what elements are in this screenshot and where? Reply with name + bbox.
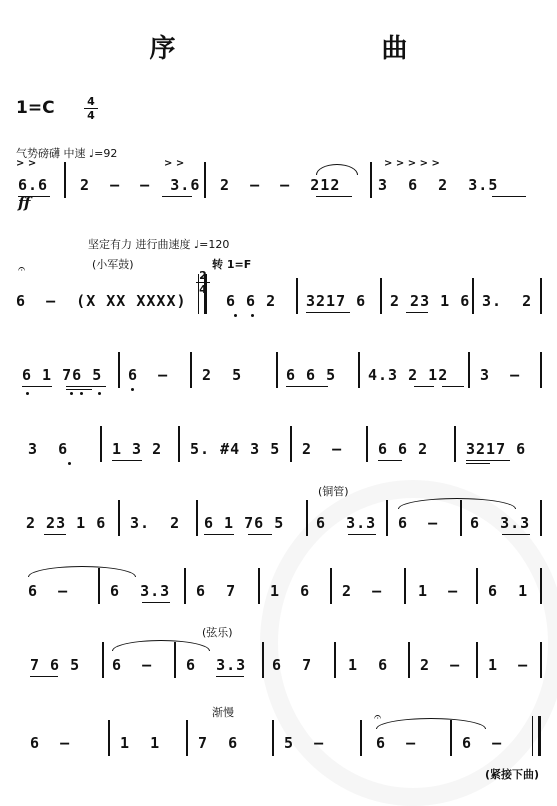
modulation-label: 转 1=F [212, 258, 252, 271]
staff-row [14, 420, 544, 464]
measure: 6 – [30, 734, 71, 752]
measure: 6 3.3 [110, 582, 171, 600]
measure: 1 6 [348, 656, 389, 674]
measure: 3217 6 [466, 440, 527, 458]
measure: 3 6 2 3.5 [378, 176, 499, 194]
measure: 6 1 76 5 [204, 514, 285, 532]
measure: 2 – – 212 [220, 176, 341, 194]
instrument-label-brass: (铜管) [318, 485, 349, 498]
measure: 1 1 [120, 734, 161, 752]
instrument-label-strings: (弦乐) [202, 626, 233, 639]
measure: 1 – [418, 582, 459, 600]
measure: 6 – [462, 734, 503, 752]
staff-row [14, 562, 544, 606]
measure: 6 3.3 [186, 656, 247, 674]
measure: 6 3.3 [470, 514, 531, 532]
staff-row [14, 636, 544, 680]
measure: 1 – [488, 656, 529, 674]
tempo-marking: 气势磅礴 中速 ♩=92 [16, 147, 118, 160]
tempo-marking-march: 坚定有力 进行曲速度 ♩=120 [88, 238, 230, 251]
measure: 6.6 [18, 176, 49, 194]
measure: 6 – [28, 582, 69, 600]
measure: 3 6 [28, 440, 69, 458]
measure: 6 – [112, 656, 153, 674]
measure: 6 7 [196, 582, 237, 600]
measure: 6 – [376, 734, 417, 752]
time-signature-change: 2 4 [196, 270, 210, 295]
staff-row [14, 494, 544, 538]
measure: 2 – [420, 656, 461, 674]
measure: 2 23 1 6 [26, 514, 107, 532]
measure: 2 – [342, 582, 383, 600]
measure: 2 – – 3.6 [80, 176, 201, 194]
measure: 6 6 5 [286, 366, 337, 384]
time-signature: 4 4 [84, 96, 98, 121]
measure: 6 7 [272, 656, 313, 674]
measure: 2 5 [202, 366, 243, 384]
measure: 3217 6 [306, 292, 367, 310]
measure: 6 – [128, 366, 169, 384]
measure: 4.3 2 12 [368, 366, 449, 384]
measure: 7 6 5 [30, 656, 81, 674]
staff-row: > > 6.6 > > 2 – – 3.6 2 – – 212 > > > > > 3 6 2 3.5 [14, 156, 544, 200]
measure: 6 6 2 [378, 440, 429, 458]
measure: 7 6 [198, 734, 239, 752]
key-signature: 1=C [16, 98, 55, 118]
page-title: 序 曲 [149, 34, 498, 64]
measure: 5. #4 3 5 [190, 440, 281, 458]
rit-marking: 渐慢 [212, 706, 234, 719]
measure: 5 – [284, 734, 325, 752]
end-note: (紧接下曲) [484, 768, 539, 781]
measure: 3. 2 [130, 514, 181, 532]
instrument-label-snare: (小军鼓) [92, 258, 134, 271]
staff-row: 6 – 1 1 7 6 5 – 𝄐 6 – 6 – [14, 714, 544, 758]
staff-row [14, 346, 544, 390]
dynamic-marking: ff [18, 194, 31, 212]
measure: 3 – [480, 366, 521, 384]
staff-row: 𝄐 6 – (X XX XXXX) 6 6 2 3217 6 2 23 1 6 3. 2 [14, 272, 544, 316]
measure: 1 3 2 [112, 440, 163, 458]
measure: 2 – [302, 440, 343, 458]
measure: 2 23 1 6 [390, 292, 471, 310]
measure: 6 – (X XX XXXX) [16, 292, 187, 310]
measure: 1 6 [270, 582, 311, 600]
measure: 6 1 [488, 582, 529, 600]
measure: 6 3.3 [316, 514, 377, 532]
measure: 6 – [398, 514, 439, 532]
measure: 6 1 76 5 [22, 366, 103, 384]
measure: 6 6 2 [226, 292, 277, 310]
measure: 3. 2 [482, 292, 533, 310]
